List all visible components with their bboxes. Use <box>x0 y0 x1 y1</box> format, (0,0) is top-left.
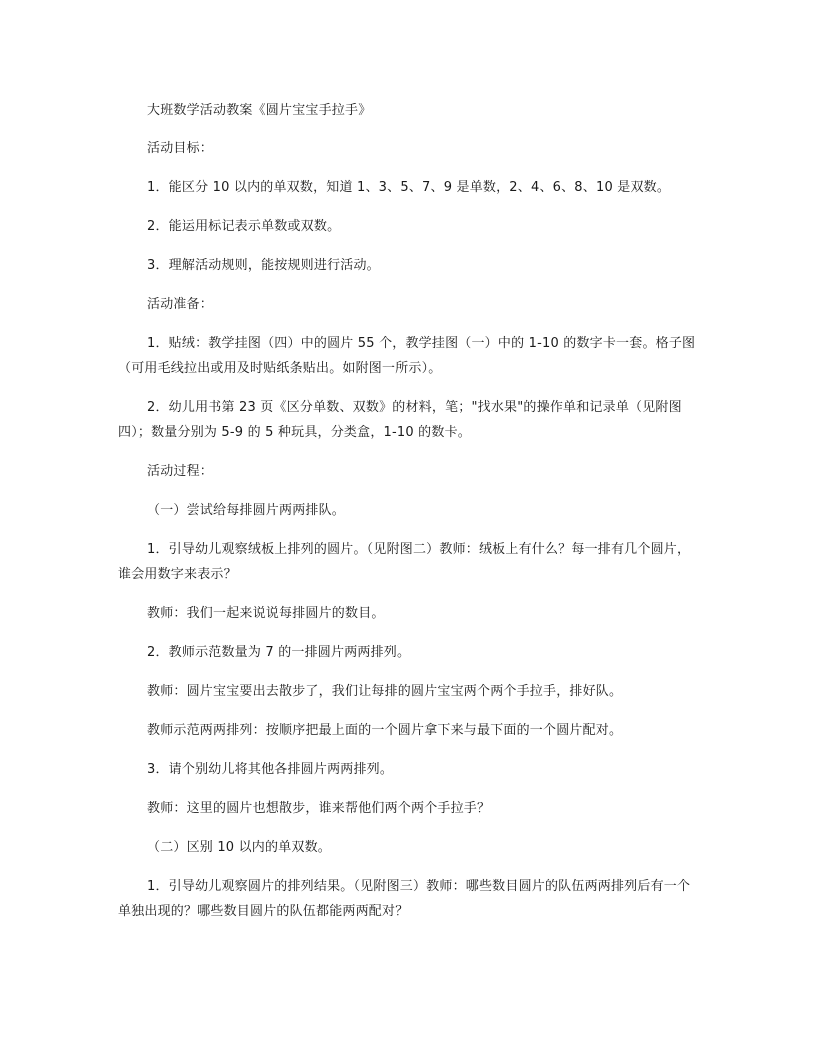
teacher-line-3: 教师：这里的圆片也想散步，谁来帮他们两个两个手拉手？ <box>147 801 491 816</box>
preparation-item-1: 1．贴绒：教学挂图（四）中的圆片 55 个，教学挂图（一）中的 1-10 的数字卡一套。格子图（可用毛线拉出或用及时贴纸条贴出。如附图一所示）。 <box>118 336 696 376</box>
section-heading-preparation: 活动准备： <box>147 297 214 312</box>
section-heading-process: 活动过程： <box>147 464 214 479</box>
teacher-line-2: 教师：圆片宝宝要出去散步了，我们让每排的圆片宝宝两个两个手拉手，排好队。 <box>147 684 623 699</box>
goal-item-2: 2．能运用标记表示单数或双数。 <box>147 219 341 234</box>
teacher-line-1: 教师：我们一起来说说每排圆片的数目。 <box>147 606 385 621</box>
process-subheading-2: （二）区别 10 以内的单双数。 <box>147 840 332 855</box>
preparation-item-2: 2．幼儿用书第 23 页《区分单数、双数》的材料，笔；"找水果"的操作单和记录单（见附图四）；数量分别为 5-9 的 5 种玩具，分类盒，1-10 的数卡。 <box>118 400 682 440</box>
section-heading-goals: 活动目标： <box>147 141 214 156</box>
goal-item-1: 1．能区分 10 以内的单双数，知道 1、3、5、7、9 是单数，2、4、6、8、10 是双数。 <box>147 180 671 195</box>
teacher-demo-line: 教师示范两两排列：按顺序把最上面的一个圆片拿下来与最下面的一个圆片配对。 <box>147 723 623 738</box>
process-step-2: 2．教师示范数量为 7 的一排圆片两两排列。 <box>147 645 411 660</box>
document-title: 大班数学活动教案《圆片宝宝手拉手》 <box>147 103 372 118</box>
document-body <box>118 98 698 938</box>
goal-item-3: 3．理解活动规则，能按规则进行活动。 <box>147 258 380 273</box>
process-step-4: 1．引导幼儿观察圆片的排列结果。（见附图三）教师：哪些数目圆片的队伍两两排列后有一个单独出现的？哪些数目圆片的队伍都能两两配对？ <box>118 879 691 919</box>
process-step-3: 3．请个别幼儿将其他各排圆片两两排列。 <box>147 762 394 777</box>
process-subheading-1: （一）尝试给每排圆片两两排队。 <box>147 503 346 518</box>
process-step-1: 1．引导幼儿观察绒板上排列的圆片。（见附图二）教师：绒板上有什么？每一排有几个圆片，谁会用数字来表示？ <box>118 542 691 582</box>
